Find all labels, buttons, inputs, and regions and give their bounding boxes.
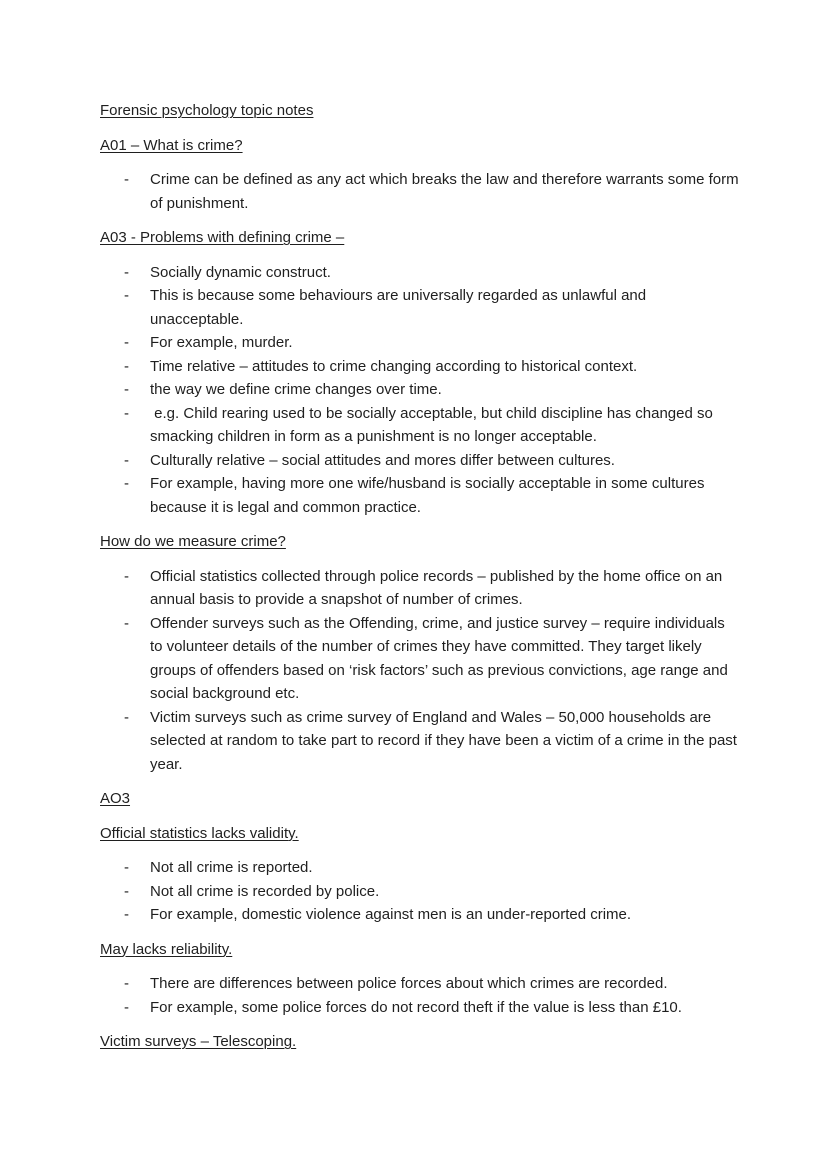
section-heading: A01 – What is crime? [100, 136, 243, 154]
dash-bullet-icon: - [124, 404, 129, 422]
list-item [100, 880, 740, 904]
dash-bullet-icon: - [124, 357, 129, 375]
list-item-text: For example, some police forces do not record theft if the value is less than £10. [150, 998, 682, 1016]
bullet-list [100, 168, 743, 215]
list-item-text: Crime can be defined as any act which breaks the law and therefore warrants some form of punishment. [150, 171, 743, 212]
list-item [100, 996, 740, 1020]
list-item [100, 449, 740, 473]
dash-bullet-icon: - [124, 708, 129, 726]
section-heading: Victim surveys – Telescoping. [100, 1033, 297, 1050]
list-item-text: There are differences between police forces about which crimes are recorded. [150, 975, 668, 992]
list-item-text: Not all crime is recorded by police. [150, 882, 380, 900]
dash-bullet-icon: - [124, 906, 129, 923]
section-heading: AO3 [100, 790, 131, 807]
list-item [100, 284, 740, 331]
dash-bullet-icon: - [124, 263, 129, 281]
list-item [100, 168, 743, 215]
list-item-text: For example, murder. [150, 334, 293, 351]
bullet-list [100, 565, 740, 777]
list-item-text: Not all crime is reported. [150, 859, 313, 876]
list-item-text: Offender surveys such as the Offending, crime, and justice survey – require individuals to volunteer details of the number of crimes they have committed. They target likely groups of offenders based on ‘risk factors’ such as previous convictions, age range and social background etc. [150, 614, 733, 702]
dash-bullet-icon: - [124, 287, 129, 304]
list-item-text: Victim surveys such as crime survey of England and Wales – 50,000 households are selected at random to take part to record if they have been a victim of a crime in the past year. [150, 708, 742, 773]
list-item [100, 972, 740, 996]
dash-bullet-icon: - [124, 475, 129, 492]
list-item [100, 612, 740, 706]
section-heading: How do we measure crime? [100, 533, 286, 550]
dash-bullet-icon: - [124, 882, 129, 900]
list-item-text: For example, domestic violence against men is an under-reported crime. [150, 906, 632, 923]
bullet-list [100, 856, 740, 927]
dash-bullet-icon: - [124, 998, 129, 1016]
dash-bullet-icon: - [124, 975, 129, 992]
list-item-text: Socially dynamic construct. [150, 263, 331, 281]
dash-bullet-icon: - [124, 859, 129, 876]
list-item [100, 378, 740, 402]
list-item [100, 331, 740, 355]
list-item-text: Official statistics collected through police records – published by the home office on an annual basis to provide a snapshot of number of crimes. [150, 567, 727, 608]
list-item [100, 856, 740, 880]
list-item-text: This is because some behaviours are universally regarded as unlawful and unacceptable. [150, 287, 651, 328]
list-item [100, 903, 740, 927]
list-item [100, 706, 740, 777]
section-heading: A03 - Problems with defining crime – [100, 229, 345, 246]
dash-bullet-icon: - [124, 451, 129, 469]
sections-container [100, 134, 743, 1054]
bullet-list [100, 261, 740, 520]
dash-bullet-icon: - [124, 171, 129, 188]
bullet-list [100, 972, 740, 1019]
list-item-text: Culturally relative – social attitudes and mores differ between cultures. [150, 451, 615, 469]
list-item-text: Time relative – attitudes to crime changing according to historical context. [150, 357, 638, 375]
list-item [100, 402, 740, 449]
dash-bullet-icon: - [124, 567, 129, 585]
section-heading: May lacks reliability. [100, 940, 233, 958]
list-item [100, 472, 740, 519]
list-item [100, 261, 740, 285]
dash-bullet-icon: - [124, 614, 129, 632]
list-item [100, 355, 740, 379]
section-heading: Official statistics lacks validity. [100, 824, 299, 842]
document-title: Forensic psychology topic notes [100, 102, 314, 119]
document-page [100, 99, 743, 1054]
list-item-text: For example, having more one wife/husband is socially acceptable in some cultures because it is legal and common practice. [150, 475, 709, 516]
dash-bullet-icon: - [124, 381, 129, 398]
dash-bullet-icon: - [124, 334, 129, 351]
list-item [100, 565, 740, 612]
list-item-text: the way we define crime changes over time. [150, 381, 442, 398]
list-item-text: e.g. Child rearing used to be socially acceptable, but child discipline has changed so smacking children in form as a punishment is no longer acceptable. [150, 404, 718, 445]
